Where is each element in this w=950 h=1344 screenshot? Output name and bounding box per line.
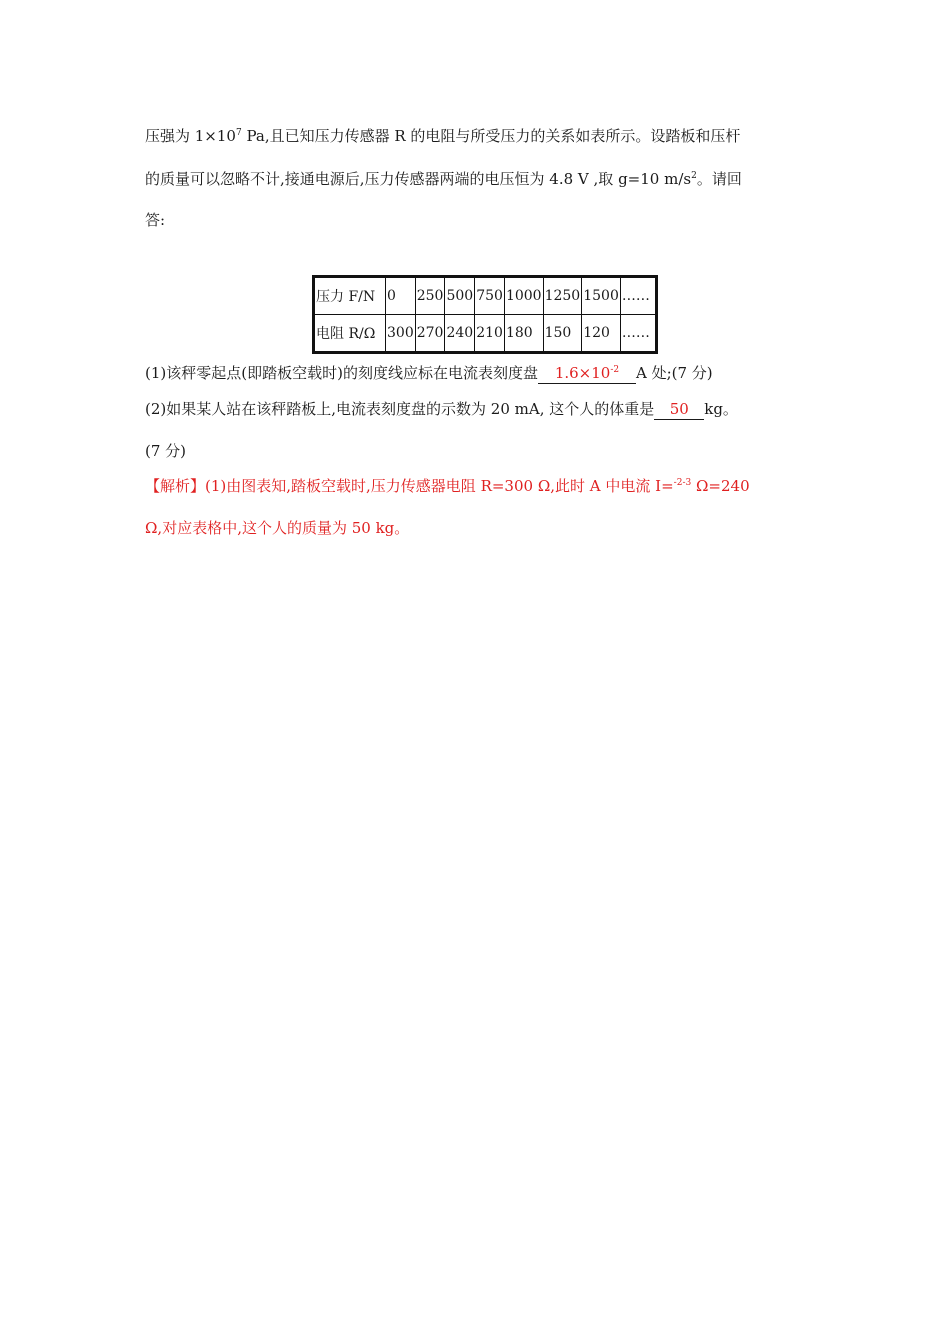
table-cell: 150	[543, 315, 582, 353]
pressure-resistance-table	[312, 275, 658, 354]
intro-line-1: 压强为 $1\times 10^7$ Pa,且已知压力传感器 R 的电阻与所受压力的关系如表所示。设踏板和压杆	[145, 127, 741, 145]
question-2-score: (7 分)	[145, 442, 187, 460]
analysis-label: 【解析】	[145, 477, 206, 495]
table-cell: 1500	[582, 277, 621, 315]
table-cell: 1000	[504, 277, 543, 315]
table-row	[314, 277, 657, 315]
analysis-line-1: 【解析】(1)由图表知,踏板空载时,压力传感器电阻 R=300 Ω,此时 A 中电流 I=$^{-2-3}$ Ω=240	[145, 477, 750, 495]
table-cell: 250	[415, 277, 445, 315]
table-cell: 240	[445, 315, 475, 353]
table-cell: 500	[445, 277, 475, 315]
table-row	[314, 315, 657, 353]
answer-blank-2: 50	[654, 399, 704, 420]
table-cell: 210	[475, 315, 505, 353]
table-cell: 0	[386, 277, 416, 315]
intro-line-3: 答:	[145, 211, 166, 229]
analysis-line-2: Ω,对应表格中,这个人的质量为 50 kg。	[145, 519, 410, 537]
intro-line-2: 的质量可以忽略不计,接通电源后,压力传感器两端的电压恒为 4.8 V ,取 g=10 $m/s^2$。请回	[145, 170, 742, 188]
table-cell: 电阻 R/Ω	[314, 315, 386, 353]
table-cell: 压力 F/N	[314, 277, 386, 315]
answer-blank-1: $1.6\times 10^{-2}$	[538, 363, 636, 384]
table-cell: 120	[582, 315, 621, 353]
table-cell: 300	[386, 315, 416, 353]
table-cell: 180	[504, 315, 543, 353]
table-cell: ……	[620, 277, 656, 315]
table-cell: 1250	[543, 277, 582, 315]
question-2: (2)如果某人站在该秤踏板上,电流表刻度盘的示数为 20 mA, 这个人的体重是 50 kg。	[145, 400, 738, 418]
table-cell: ……	[620, 315, 656, 353]
table-cell: 270	[415, 315, 445, 353]
table-cell: 750	[475, 277, 505, 315]
question-1: (1)该秤零起点(即踏板空载时)的刻度线应标在电流表刻度盘 $1.6\times 10^{-2}$ A 处;(7 分)	[145, 364, 713, 382]
